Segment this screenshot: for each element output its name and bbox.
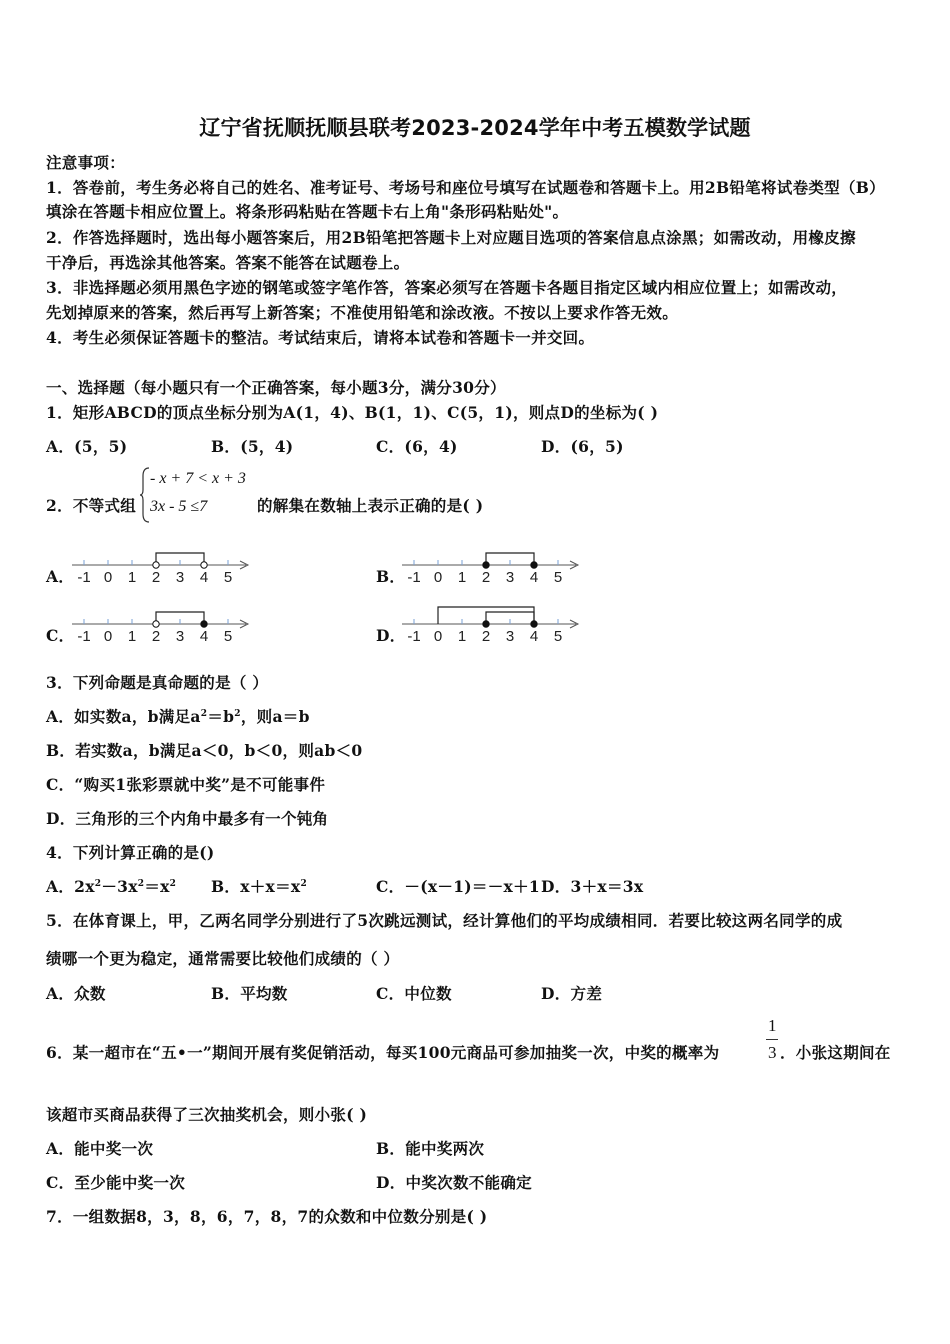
question-3-stem: 3．下列命题是真命题的是（ ） (46, 673, 269, 692)
tick-label: 2 (481, 569, 491, 586)
note-line: 3．非选择题必须用黑色字迹的钢笔或签字笔作答，答案必须写在答题卡各题目指定区域内相应位置上；如需改动， (46, 278, 848, 297)
q1-option-a: A．(5，5) (46, 437, 128, 456)
closed-endpoint (531, 621, 537, 627)
tick-label: 4 (199, 628, 209, 645)
tick-label: 4 (199, 569, 209, 586)
tick-label: 2 (481, 628, 491, 645)
tick-label: -1 (407, 628, 421, 645)
q3-option-b: B．若实数a，b满足a＜0，b＜0，则ab＜0 (46, 741, 363, 760)
tick-label: 0 (433, 569, 443, 586)
note-line: 先划掉原来的答案，然后再写上新答案；不准使用铅笔和涂改液。不按以上要求作答无效。 (46, 303, 679, 322)
q5-option-c: C．中位数 (376, 984, 452, 1003)
tick-label: 1 (127, 628, 137, 645)
q6-option-d: D．中奖次数不能确定 (376, 1173, 532, 1192)
tick-label: 5 (223, 569, 233, 586)
q6-option-a: A．能中奖一次 (46, 1139, 154, 1158)
tick-label: 4 (529, 569, 539, 586)
tick-label: 4 (529, 628, 539, 645)
q4-option-d: D．3＋x＝3x (541, 877, 644, 896)
tick-label: 2 (151, 628, 161, 645)
tick-label: -1 (77, 569, 91, 586)
question-1-stem: 1．矩形ABCD的顶点坐标分别为A(1，4)、B(1，1)、C(5，1)，则点D的坐标为( ) (46, 403, 659, 422)
tick-label: 1 (127, 569, 137, 586)
note-line: 4．考生必须保证答题卡的整洁。考试结束后，请将本试卷和答题卡一并交回。 (46, 328, 595, 347)
q5-option-b: B．平均数 (211, 984, 288, 1003)
tick-label: 5 (553, 628, 563, 645)
tick-label: -1 (77, 628, 91, 645)
question-4-stem: 4．下列计算正确的是() (46, 843, 215, 862)
closed-endpoint (201, 621, 207, 627)
q2-option-a: A． (46, 567, 75, 586)
tick-label: 3 (505, 628, 515, 645)
tick-label: 5 (553, 569, 563, 586)
notes-heading: 注意事项： (46, 153, 126, 172)
q3-option-c: C．“购买1张彩票就中奖”是不可能事件 (46, 775, 326, 794)
inequality-line-2: 3x - 5 ≤7 (150, 498, 208, 515)
tick-label: 0 (103, 569, 113, 586)
tick-label: 3 (505, 569, 515, 586)
number-line-d (400, 600, 585, 646)
q1-option-b: B．(5，4) (211, 437, 294, 456)
question-7-stem: 7．一组数据8，3，8，6，7，8，7的众数和中位数分别是( ) (46, 1207, 488, 1226)
tick-label: 5 (223, 628, 233, 645)
question-2-suffix: 的解集在数轴上表示正确的是( ) (257, 496, 484, 515)
note-line: 1．答卷前，考生务必将自己的姓名、准考证号、考场号和座位号填写在试题卷和答题卡上。用2B铅笔将试卷类型（B） (46, 178, 885, 197)
tick-label: 3 (175, 628, 185, 645)
closed-endpoint (483, 621, 489, 627)
question-6-line-1-end: ．小张这期间在 (780, 1043, 891, 1062)
page-title: 辽宁省抚顺抚顺县联考2023-2024学年中考五模数学试题 (199, 116, 751, 140)
q5-option-d: D．方差 (541, 984, 603, 1003)
inequality-line-1: - x + 7 < x + 3 (150, 470, 246, 487)
tick-label: 1 (457, 628, 467, 645)
question-5-line-2: 绩哪一个更为稳定，通常需要比较他们成绩的（ ） (46, 949, 400, 968)
q6-option-c: C．至少能中奖一次 (46, 1173, 186, 1192)
q2-option-c: C． (46, 626, 75, 645)
tick-label: -1 (407, 569, 421, 586)
closed-endpoint (531, 562, 537, 568)
q3-option-d: D．三角形的三个内角中最多有一个钝角 (46, 809, 329, 828)
closed-endpoint (483, 562, 489, 568)
number-line-b (400, 545, 585, 587)
question-6-line-1: 6．某一超市在“五•一”期间开展有奖促销活动，每买100元商品可参加抽奖一次，中奖的概率为 (46, 1043, 720, 1062)
open-endpoint (153, 621, 159, 627)
q5-option-a: A．众数 (46, 984, 106, 1003)
section-heading: 一、选择题（每小题只有一个正确答案，每小题3分，满分30分） (46, 378, 506, 397)
fraction-denominator: 3 (768, 1043, 777, 1062)
q4-option-b: B．$x+x=x^2$ (211, 877, 307, 896)
tick-label: 3 (175, 569, 185, 586)
tick-label: 1 (457, 569, 467, 586)
open-endpoint (153, 562, 159, 568)
tick-label: 0 (433, 628, 443, 645)
q6-option-b: B．能中奖两次 (376, 1139, 485, 1158)
number-line-c (70, 604, 255, 646)
q1-option-c: C．(6，4) (376, 437, 458, 456)
q2-option-d: D． (376, 626, 406, 645)
fraction-numerator: 1 (768, 1016, 777, 1035)
note-line: 填涂在答题卡相应位置上。将条形码粘贴在答题卡右上角"条形码粘贴处"。 (46, 202, 569, 221)
question-5-line-1: 5．在体育课上，甲，乙两名同学分别进行了5次跳远测试，经计算他们的平均成绩相同．若要比较这两名同学的成 (46, 911, 843, 930)
q1-option-d: D．(6，5) (541, 437, 624, 456)
tick-label: 2 (151, 569, 161, 586)
q2-option-b: B． (376, 567, 406, 586)
note-line: 干净后，再选涂其他答案。答案不能答在试题卷上。 (46, 253, 410, 272)
note-line: 2．作答选择题时，选出每小题答案后，用2B铅笔把答题卡上对应题目选项的答案信息点涂黑；如需改动，用橡皮擦 (46, 228, 856, 247)
number-line-a (70, 545, 255, 587)
q3-option-a: A．如实数a，b满足$a^2=b^2$，则a＝b (46, 707, 310, 726)
q4-option-a: A．$2x^2-3x^2=x^2$ (46, 877, 177, 896)
tick-label: 0 (103, 628, 113, 645)
question-2-prefix: 2．不等式组 (46, 496, 137, 515)
q4-option-c: C．－(x－1)＝－x＋1 (376, 877, 540, 896)
question-6-line-2: 该超市买商品获得了三次抽奖机会，则小张( ) (46, 1105, 368, 1124)
open-endpoint (201, 562, 207, 568)
fraction-bar (766, 1039, 778, 1040)
